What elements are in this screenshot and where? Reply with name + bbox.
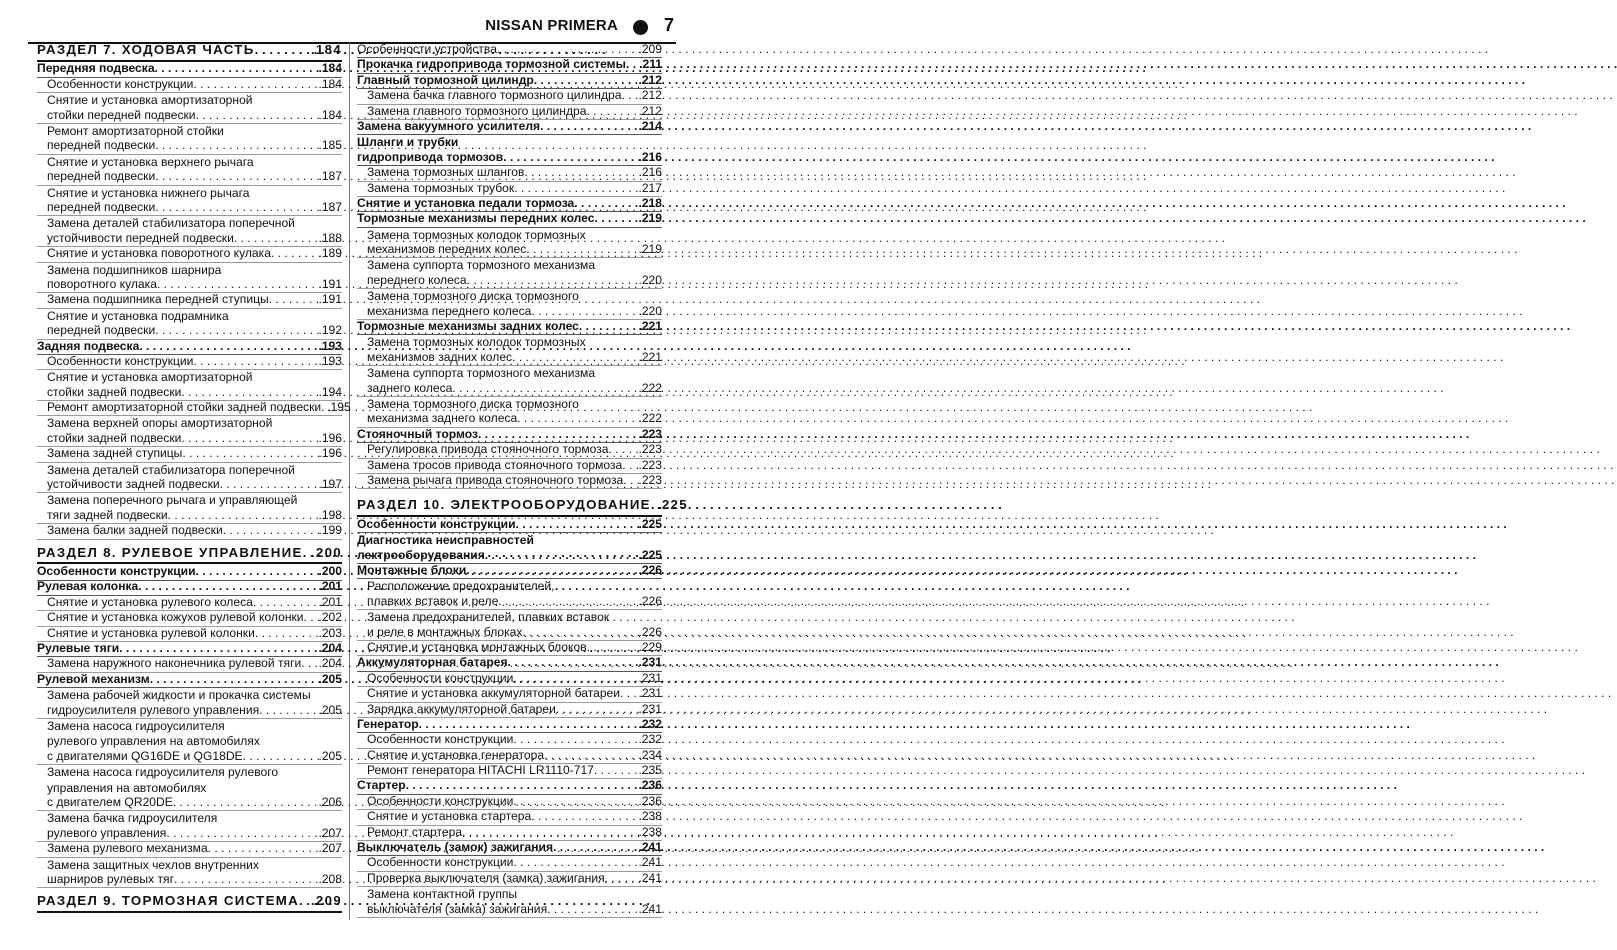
toc-entry[interactable]: передней подвески . . . .192 <box>37 324 342 339</box>
toc-entry[interactable]: гидроусилителя рулевого управления . . . .205 <box>37 704 342 719</box>
toc-entry[interactable]: поворотного кулака . . . .191 <box>37 278 342 293</box>
toc-entry[interactable]: шарниров рулевых тяг . . . .208 <box>37 873 342 888</box>
toc-entry[interactable]: Замена тормозных шлангов . . . .216 <box>357 166 662 181</box>
toc-entry-line: Замена тормозных колодок тормозных <box>367 335 586 350</box>
toc-entry[interactable]: Замена подшипника передней ступицы . . . .191 <box>37 293 342 308</box>
toc-entry[interactable]: плавких вставок и реле . . . .226 <box>357 595 662 610</box>
toc-chapter[interactable]: Особенности конструкции . . . .200 <box>37 565 342 580</box>
toc-entry[interactable]: Особенности конструкции . . . .231 <box>357 672 662 687</box>
toc-entry-line: Замена рабочей жидкости и прокачка системы <box>47 688 311 703</box>
toc-entry[interactable]: передней подвески . . . .185 <box>37 139 342 154</box>
toc-entry[interactable]: механизма заднего колеса . . . .222 <box>357 412 662 427</box>
toc-entry-line: Замена бачка гидроусилителя <box>47 811 218 826</box>
toc-entry[interactable]: Особенности конструкции . . . .193 <box>37 355 342 370</box>
toc-entry-line: Замена насоса гидроусилителя <box>47 719 225 733</box>
toc-entry-line: Замена поперечного рычага и управляющей <box>47 493 298 508</box>
toc-entry[interactable]: Особенности конструкции . . . .232 <box>357 733 662 748</box>
toc-chapter[interactable]: Стартер . . . .236 <box>357 779 662 794</box>
toc-entry-line: Замена суппорта тормозного механизма <box>367 366 596 381</box>
toc-entry[interactable]: и реле в монтажных блоках . . . .226 <box>357 626 662 641</box>
toc-entry[interactable]: переднего колеса . . . .220 <box>357 274 662 289</box>
toc-entry-line: Замена предохранителей, плавких вставок <box>367 610 610 625</box>
toc-entry[interactable]: заднего колеса . . . .222 <box>357 382 662 397</box>
toc-chapter[interactable]: Задняя подвеска . . . .193 <box>37 340 342 355</box>
toc-entry-line: Замена тормозного диска тормозного <box>367 289 579 304</box>
toc-chapter[interactable]: Аккумуляторная батарея . . . .231 <box>357 656 662 671</box>
toc-chapter[interactable]: Тормозные механизмы задних колес . . . .221 <box>357 320 662 335</box>
toc-entry-line: Замена деталей стабилизатора поперечной <box>47 216 295 231</box>
toc-entry[interactable]: с двигателем QR20DE . . . .206 <box>37 796 342 811</box>
running-title: NISSAN PRIMERA <box>485 17 618 34</box>
toc-entry[interactable]: Ремонт стартера . . . .238 <box>357 826 662 841</box>
toc-entry[interactable]: Замена рычага привода стояночного тормоза . . . .223 <box>357 474 662 489</box>
toc-entry-line: управления на автомобилях <box>47 780 207 795</box>
toc-section[interactable]: РАЗДЕЛ 8. РУЛЕВОЕ УПРАВЛЕНИЕ . . . .200 <box>37 546 342 565</box>
toc-entry-line: Ремонт амортизаторной стойки <box>47 124 224 139</box>
toc-section[interactable]: РАЗДЕЛ 7. ХОДОВАЯ ЧАСТЬ . . . .184 <box>37 43 342 62</box>
toc-chapter-line: Шланги и трубки <box>357 135 459 150</box>
toc-entry[interactable]: Замена тросов привода стояночного тормоза . . . .223 <box>357 459 662 474</box>
toc-entry-line: Снятие и установка нижнего рычага <box>47 185 250 200</box>
toc-entry[interactable]: Снятие и установка аккумуляторной батареи . . . .231 <box>357 687 662 702</box>
toc-entry-line: Замена деталей стабилизатора поперечной <box>47 462 295 477</box>
toc-entry-line: Замена суппорта тормозного механизма <box>367 258 596 273</box>
toc-entry-line: Замена тормозных колодок тормозных <box>367 227 586 242</box>
toc-entry[interactable]: Снятие и установка поворотного кулака . . . .189 <box>37 247 342 262</box>
toc-entry[interactable]: Снятие и установка генератора . . . .234 <box>357 749 662 764</box>
toc-section[interactable]: РАЗДЕЛ 9. ТОРМОЗНАЯ СИСТЕМА . . . .209 <box>37 894 342 913</box>
toc-entry-line: Замена тормозного диска тормозного <box>367 396 579 411</box>
toc-entry-line: Замена насоса гидроусилителя рулевого <box>47 765 279 780</box>
toc-chapter[interactable]: Главный тормозной цилиндр . . . .212 <box>357 74 662 89</box>
toc-entry[interactable]: Замена главного тормозного цилиндра . . . .212 <box>357 105 662 120</box>
toc-entry[interactable]: Снятие и установка рулевого колеса . . . .201 <box>37 596 342 611</box>
toc-entry[interactable]: передней подвески . . . .187 <box>37 201 342 216</box>
toc-entry[interactable]: Замена тормозных трубок . . . .217 <box>357 182 662 197</box>
bullet-dot-icon <box>633 20 648 35</box>
toc-entry[interactable]: выключателя (замка) зажигания . . . .241 <box>357 903 662 918</box>
toc-entry[interactable]: Особенности конструкции . . . .184 <box>37 78 342 93</box>
page-header <box>28 16 676 38</box>
toc-chapter[interactable]: Рулевые тяги . . . .204 <box>37 642 342 657</box>
toc-chapter[interactable]: Особенности конструкции . . . .225 <box>357 518 662 533</box>
toc-chapter[interactable]: Тормозные механизмы передних колес . . . .219 <box>357 212 662 227</box>
toc-entry[interactable]: Проверка выключателя (замка) зажигания . . . .241 <box>357 872 662 887</box>
toc-entry-line: Замена подшипников шарнира <box>47 262 222 277</box>
toc-entry-line: рулевого управления на автомобилях <box>47 734 260 749</box>
toc-left-column <box>37 42 351 914</box>
toc-entry[interactable]: механизма переднего колеса . . . .220 <box>357 305 662 320</box>
toc-entry[interactable]: Снятие и установка стартера . . . .238 <box>357 810 662 825</box>
toc-entry[interactable]: Замена наружного наконечника рулевой тяги . . . .204 <box>37 657 342 672</box>
toc-entry-line: Замена контактной группы <box>367 887 518 902</box>
toc-entry[interactable]: тяги задней подвески . . . .198 <box>37 509 342 524</box>
toc-entry[interactable]: рулевого управления . . . .207 <box>37 827 342 842</box>
toc-chapter[interactable]: Рулевая колонка . . . .201 <box>37 581 342 596</box>
toc-entry[interactable]: Замена бачка главного тормозного цилиндра . . . .212 <box>357 89 662 104</box>
toc-entry[interactable]: Замена задней ступицы . . . .196 <box>37 447 342 462</box>
toc-entry[interactable]: Замена балки задней подвески . . . .199 <box>37 524 342 539</box>
toc-entry[interactable]: Особенности конструкции . . . .236 <box>357 795 662 810</box>
toc-entry[interactable]: механизмов задних колес . . . .221 <box>357 351 662 366</box>
toc-entry[interactable]: Зарядка аккумуляторной батареи . . . .231 <box>357 703 662 718</box>
toc-chapter[interactable]: Стояночный тормоз . . . .223 <box>357 428 662 443</box>
toc-chapter[interactable]: лектрооборудования . . . .225 <box>357 549 662 564</box>
toc-entry[interactable]: Особенности устройства . . . .209 <box>357 43 662 58</box>
toc-section[interactable]: РАЗДЕЛ 10. ЭЛЕКТРООБОРУДОВАНИЕ . . . .225 <box>357 498 662 517</box>
toc-entry-line: Снятие и установка амортизаторной <box>47 93 253 108</box>
toc-chapter[interactable]: Замена вакуумного усилителя . . . .214 <box>357 120 662 135</box>
toc-entry-line: Замена защитных чехлов внутренних <box>47 857 259 872</box>
toc-chapter[interactable]: Рулевой механизм . . . .205 <box>37 673 342 688</box>
toc-chapter[interactable]: Снятие и установка педали тормоза . . . .218 <box>357 197 662 212</box>
toc-entry-line: Замена верхней опоры амортизаторной <box>47 416 273 431</box>
toc-entry[interactable]: Особенности конструкции . . . .241 <box>357 856 662 871</box>
toc-entry[interactable]: стойки задней подвески . . . .196 <box>37 432 342 447</box>
page-number: 7 <box>663 15 674 35</box>
toc-entry-line: Снятие и установка подрамника <box>47 308 229 323</box>
toc-chapter[interactable]: Выключатель (замок) зажигания . . . .241 <box>357 841 662 856</box>
toc-entry[interactable]: Ремонт амортизаторной стойки задней подвески . . . .195 <box>37 401 342 416</box>
toc-entry[interactable]: Снятие и установка монтажных блоков . . . .229 <box>357 641 662 656</box>
toc-entry[interactable]: передней подвески . . . .187 <box>37 170 342 185</box>
toc-entry[interactable]: механизмов передних колес . . . .219 <box>357 243 662 258</box>
toc-entry[interactable]: Регулировка привода стояночного тормоза . . . .223 <box>357 443 662 458</box>
toc-entry-line: Снятие и установка амортизаторной <box>47 370 253 385</box>
toc-chapter[interactable]: Генератор . . . .232 <box>357 718 662 733</box>
toc-chapter[interactable]: Монтажные блоки . . . .226 <box>357 564 662 579</box>
toc-entry[interactable]: устойчивости передней подвески . . . .188 <box>37 232 342 247</box>
toc-entry-line: Расположение предохранителей, <box>367 579 555 594</box>
toc-chapter[interactable]: Передняя подвеска . . . .184 <box>37 63 342 78</box>
toc-entry[interactable]: Ремонт генератора HITACHI LR1110-717 . . . .235 <box>357 764 662 779</box>
toc-right-column <box>357 41 688 918</box>
toc-entry[interactable]: Замена рулевого механизма . . . .207 <box>37 842 342 857</box>
toc-entry[interactable]: с двигателями QG16DE и QG18DE . . . .205 <box>37 750 342 765</box>
toc-entry[interactable]: стойки задней подвески . . . .194 <box>37 386 342 401</box>
toc-entry[interactable]: стойки передней подвески . . . .184 <box>37 109 342 124</box>
toc-chapter-line: Диагностика неисправностей <box>357 533 534 548</box>
toc-chapter[interactable]: Прокачка гидропривода тормозной системы . . . .211 <box>357 58 662 73</box>
toc-entry-line: Снятие и установка верхнего рычага <box>47 154 254 169</box>
toc-entry[interactable]: Снятие и установка кожухов рулевой колонки . . . .202 <box>37 611 342 626</box>
toc-entry[interactable]: устойчивости задней подвески . . . .197 <box>37 478 342 493</box>
toc-entry[interactable]: Снятие и установка рулевой колонки . . . .203 <box>37 627 342 642</box>
toc-chapter[interactable]: гидропривода тормозов . . . .216 <box>357 151 662 166</box>
